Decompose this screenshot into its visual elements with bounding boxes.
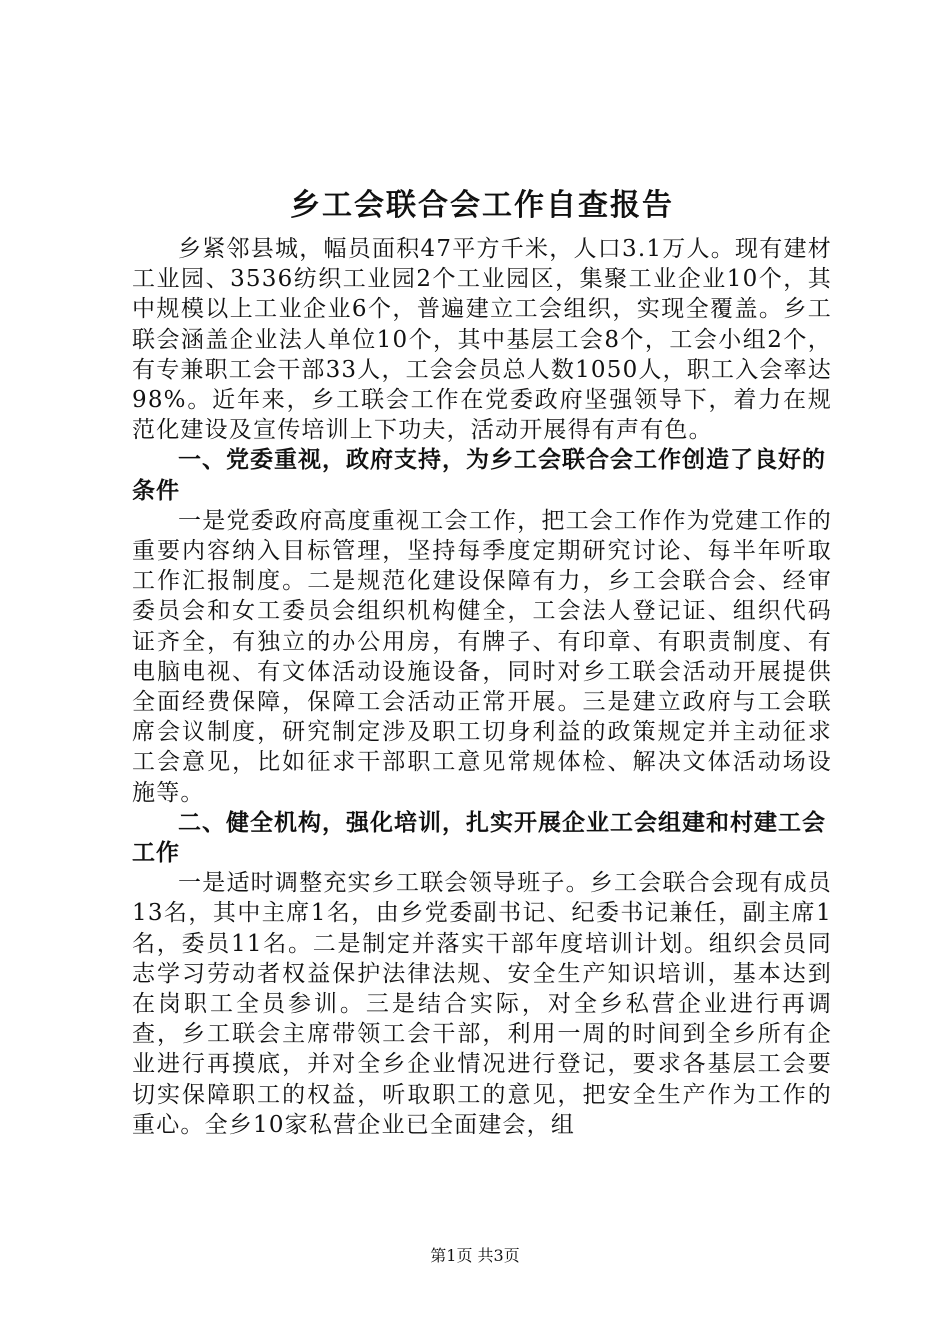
intro-paragraph: 乡紧邻县城，幅员面积47平方千米，人口3.1万人。现有建材工业园、3536纺织工业园2个工业园区，集聚工业企业10个，其中规模以上工业企业6个，普遍建立工会组织，实现全覆盖。乡工联会涵盖企业法人单位10个，其中基层工会8个，工会小组2个，有专兼职工会干部33人，工会会员总人数1050人，职工入会率达98%。近年来，乡工联会工作在党委政府坚强领导下，着力在规范化建设及宣传培训上下功夫，活动开展得有声有色。 [132, 236, 832, 444]
document-body [132, 184, 832, 1140]
section-1-body: 一是党委政府高度重视工会工作，把工会工作作为党建工作的重要内容纳入目标管理，坚持每季度定期研究讨论、每半年听取工作汇报制度。二是规范化建设保障有力，乡工会联合会、经审委员会和女工委员会组织机构健全，工会法人登记证、组织代码证齐全，有独立的办公用房，有牌子、有印章、有职责制度、有电脑电视、有文体活动设施设备，同时对乡工联会活动开展提供全面经费保障，保障工会活动正常开展。三是建立政府与工会联席会议制度，研究制定涉及职工切身利益的政策规定并主动征求工会意见，比如征求干部职工意见常规体检、解决文体活动场设施等。 [132, 507, 832, 806]
page-footer: 第1页 共3页 [430, 1246, 520, 1265]
section-2-body: 一是适时调整充实乡工联会领导班子。乡工会联合会现有成员13名，其中主席1名，由乡党委副书记、纪委书记兼任，副主席1名，委员11名。二是制定并落实干部年度培训计划。组织会员同志学习劳动者权益保护法律法规、安全生产知识培训，基本达到在岗职工全员参训。三是结合实际，对全乡私营企业进行再调查，乡工联会主席带领工会干部，利用一周的时间到全乡所有企业进行再摸底，并对全乡企业情况进行登记，要求各基层工会要切实保障职工的权益，听取职工的意见，把安全生产作为工作的重心。全乡10家私营企业已全面建会，组 [132, 870, 832, 1138]
document-title: 乡工会联合会工作自查报告 [290, 188, 674, 223]
section-1-heading: 一、党委重视，政府支持，为乡工会联合会工作创造了良好的条件 [132, 447, 826, 504]
section-2-heading: 二、健全机构，强化培训，扎实开展企业工会组建和村建工会工作 [132, 809, 826, 867]
